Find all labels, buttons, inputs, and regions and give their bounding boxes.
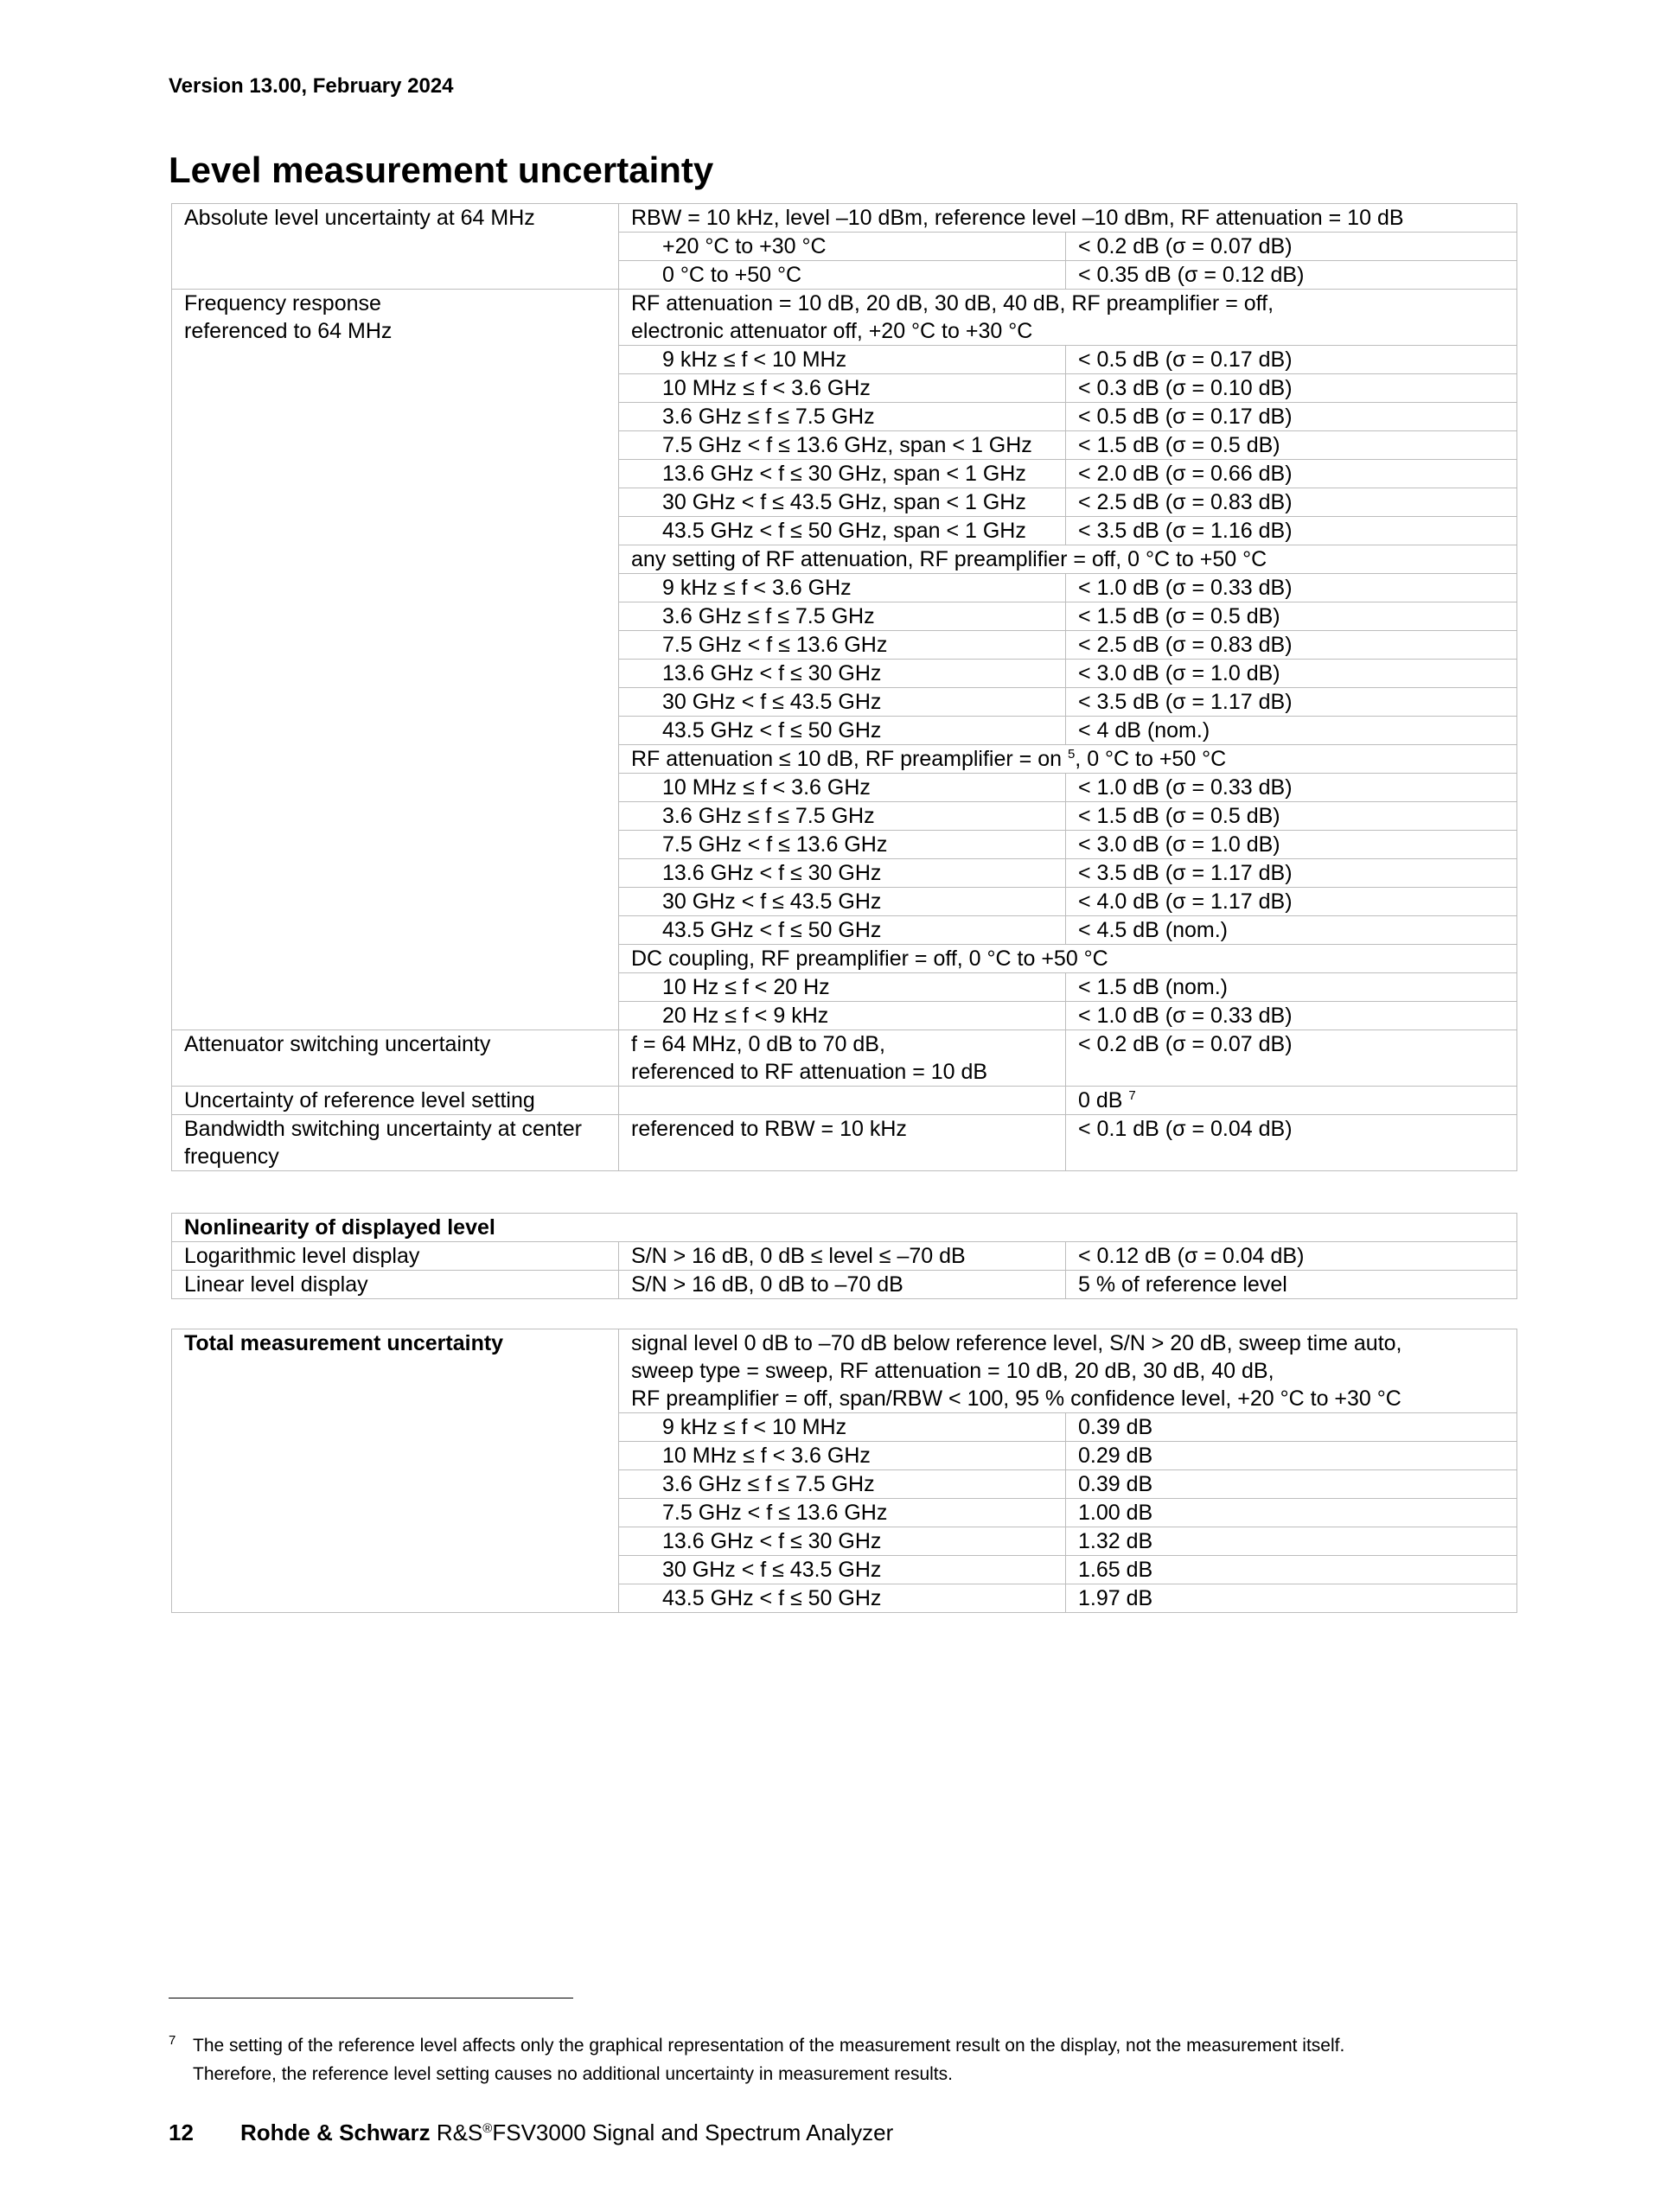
condition-cell: 9 kHz ≤ f < 10 MHz [619, 346, 1066, 374]
condition-line: f = 64 MHz, 0 dB to 70 dB, [631, 1032, 885, 1056]
footnote-number: 7 [169, 2033, 176, 2048]
label-line: referenced to 64 MHz [184, 319, 393, 343]
table-row [172, 1242, 1517, 1271]
footnote-line: Therefore, the reference level setting causes no additional uncertainty in measurement results. [193, 2064, 953, 2084]
value-cell: < 1.5 dB (nom.) [1066, 973, 1517, 1002]
condition-cell: 20 Hz ≤ f < 9 kHz [619, 1002, 1066, 1030]
table-heading: Total measurement uncertainty [172, 1329, 619, 1613]
value-cell: < 2.0 dB (σ = 0.66 dB) [1066, 460, 1517, 488]
value-cell [1066, 1087, 1517, 1115]
condition-cell: 43.5 GHz < f ≤ 50 GHz, span < 1 GHz [619, 517, 1066, 545]
condition-cell: 3.6 GHz ≤ f ≤ 7.5 GHz [619, 802, 1066, 831]
condition-cell [619, 1030, 1066, 1087]
value-cell: 0.39 dB [1066, 1470, 1517, 1499]
footnote-line: The setting of the reference level affects only the graphical representation of the measurement result on the display, not the measurement itself. [193, 2036, 1345, 2056]
page-number: 12 [169, 2120, 194, 2145]
condition-cell: DC coupling, RF preamplifier = off, 0 °C to +50 °C [619, 945, 1517, 973]
row-label [172, 290, 619, 1030]
condition-cell: 13.6 GHz < f ≤ 30 GHz [619, 859, 1066, 888]
condition-cell: 9 kHz ≤ f < 3.6 GHz [619, 574, 1066, 602]
nonlinearity-table [171, 1213, 1517, 1299]
condition-cell: 43.5 GHz < f ≤ 50 GHz [619, 916, 1066, 945]
condition-cell [619, 745, 1517, 774]
condition-cell [619, 1329, 1517, 1413]
section-title: Level measurement uncertainty [169, 150, 714, 190]
other-uncertainties-group [172, 1030, 1517, 1171]
row-label: Linear level display [172, 1271, 619, 1299]
condition-cell: 30 GHz < f ≤ 43.5 GHz, span < 1 GHz [619, 488, 1066, 517]
value-cell: 0.29 dB [1066, 1442, 1517, 1470]
value-cell: < 0.5 dB (σ = 0.17 dB) [1066, 346, 1517, 374]
footnote-ref: 7 [1128, 1088, 1136, 1103]
condition-cell: 9 kHz ≤ f < 10 MHz [619, 1413, 1066, 1442]
table-heading: Nonlinearity of displayed level [172, 1214, 1517, 1242]
condition-line: sweep type = sweep, RF attenuation = 10 dB, 20 dB, 30 dB, 40 dB, [631, 1359, 1274, 1383]
value-cell: < 0.2 dB (σ = 0.07 dB) [1066, 1030, 1517, 1087]
condition-cell: 0 °C to +50 °C [619, 261, 1066, 290]
footer-product: FSV3000 Signal and Spectrum Analyzer [492, 2120, 894, 2145]
condition-cell [619, 1087, 1066, 1115]
footnote [169, 2031, 1517, 2088]
condition-cell: 3.6 GHz ≤ f ≤ 7.5 GHz [619, 1470, 1066, 1499]
value-cell: < 1.0 dB (σ = 0.33 dB) [1066, 1002, 1517, 1030]
value-cell: < 3.0 dB (σ = 1.0 dB) [1066, 831, 1517, 859]
condition-cell: 30 GHz < f ≤ 43.5 GHz [619, 888, 1066, 916]
value-cell: < 3.5 dB (σ = 1.17 dB) [1066, 688, 1517, 717]
total-uncertainty-table [171, 1329, 1517, 1613]
value-cell: 1.97 dB [1066, 1584, 1517, 1613]
condition-line: referenced to RF attenuation = 10 dB [631, 1060, 988, 1084]
table-row [172, 1271, 1517, 1299]
row-label: Attenuator switching uncertainty [172, 1030, 619, 1087]
condition-cell: any setting of RF attenuation, RF preamplifier = off, 0 °C to +50 °C [619, 545, 1517, 574]
value-cell: < 1.0 dB (σ = 0.33 dB) [1066, 774, 1517, 802]
condition-text: RF attenuation ≤ 10 dB, RF preamplifier = on [631, 747, 1068, 771]
condition-cell: 7.5 GHz < f ≤ 13.6 GHz [619, 1499, 1066, 1527]
value-cell: < 4.5 dB (nom.) [1066, 916, 1517, 945]
row-label: Uncertainty of reference level setting [172, 1087, 619, 1115]
value-cell: 5 % of reference level [1066, 1271, 1517, 1299]
value-cell: < 0.3 dB (σ = 0.10 dB) [1066, 374, 1517, 403]
footer-product: R&S [430, 2120, 483, 2145]
condition-cell: 7.5 GHz < f ≤ 13.6 GHz, span < 1 GHz [619, 431, 1066, 460]
condition-cell: 30 GHz < f ≤ 43.5 GHz [619, 688, 1066, 717]
row-label: Logarithmic level display [172, 1242, 619, 1271]
condition-cell: RBW = 10 kHz, level –10 dBm, reference level –10 dBm, RF attenuation = 10 dB [619, 204, 1517, 233]
label-line: frequency [184, 1144, 279, 1169]
condition-cell: 10 MHz ≤ f < 3.6 GHz [619, 1442, 1066, 1470]
value-cell: < 0.35 dB (σ = 0.12 dB) [1066, 261, 1517, 290]
condition-line: electronic attenuator off, +20 °C to +30 °C [631, 319, 1033, 343]
value-cell: 1.00 dB [1066, 1499, 1517, 1527]
condition-cell: 10 MHz ≤ f < 3.6 GHz [619, 774, 1066, 802]
registered-mark: ® [482, 2121, 493, 2136]
value-cell: 1.65 dB [1066, 1556, 1517, 1584]
value-cell: < 1.5 dB (σ = 0.5 dB) [1066, 602, 1517, 631]
row-label: Absolute level uncertainty at 64 MHz [172, 204, 619, 290]
condition-cell: 7.5 GHz < f ≤ 13.6 GHz [619, 831, 1066, 859]
value-cell: < 1.0 dB (σ = 0.33 dB) [1066, 574, 1517, 602]
condition-cell: 10 MHz ≤ f < 3.6 GHz [619, 374, 1066, 403]
level-uncertainty-table [171, 203, 1517, 1171]
condition-cell: 3.6 GHz ≤ f ≤ 7.5 GHz [619, 602, 1066, 631]
label-line: Bandwidth switching uncertainty at center [184, 1117, 582, 1141]
condition-cell [619, 290, 1517, 346]
condition-cell: 13.6 GHz < f ≤ 30 GHz [619, 660, 1066, 688]
absolute-level-group [172, 204, 1517, 290]
table-row [172, 1115, 1517, 1171]
condition-line: RF preamplifier = off, span/RBW < 100, 95 % confidence level, +20 °C to +30 °C [631, 1386, 1401, 1411]
value-cell: < 2.5 dB (σ = 0.83 dB) [1066, 488, 1517, 517]
condition-cell: S/N > 16 dB, 0 dB to –70 dB [619, 1271, 1066, 1299]
value-cell: < 1.5 dB (σ = 0.5 dB) [1066, 431, 1517, 460]
condition-cell: S/N > 16 dB, 0 dB ≤ level ≤ –70 dB [619, 1242, 1066, 1271]
footer-brand: Rohde & Schwarz [240, 2120, 431, 2145]
value-cell: < 2.5 dB (σ = 0.83 dB) [1066, 631, 1517, 660]
row-label [172, 1115, 619, 1171]
value-text: 0 dB [1078, 1088, 1123, 1112]
value-cell: < 0.1 dB (σ = 0.04 dB) [1066, 1115, 1517, 1171]
condition-cell: 7.5 GHz < f ≤ 13.6 GHz [619, 631, 1066, 660]
value-cell: 1.32 dB [1066, 1527, 1517, 1556]
condition-cell: referenced to RBW = 10 kHz [619, 1115, 1066, 1171]
condition-cell: +20 °C to +30 °C [619, 233, 1066, 261]
condition-text: , 0 °C to +50 °C [1075, 747, 1227, 771]
document-version: Version 13.00, February 2024 [169, 74, 454, 98]
value-cell: < 0.5 dB (σ = 0.17 dB) [1066, 403, 1517, 431]
page-footer [169, 2120, 893, 2146]
value-cell: < 3.0 dB (σ = 1.0 dB) [1066, 660, 1517, 688]
footnote-ref: 5 [1067, 747, 1076, 762]
value-cell: < 0.12 dB (σ = 0.04 dB) [1066, 1242, 1517, 1271]
value-cell: < 1.5 dB (σ = 0.5 dB) [1066, 802, 1517, 831]
value-cell: < 4 dB (nom.) [1066, 717, 1517, 745]
value-cell: < 3.5 dB (σ = 1.16 dB) [1066, 517, 1517, 545]
table-row [172, 1030, 1517, 1087]
value-cell: < 4.0 dB (σ = 1.17 dB) [1066, 888, 1517, 916]
condition-cell: 43.5 GHz < f ≤ 50 GHz [619, 717, 1066, 745]
condition-cell: 30 GHz < f ≤ 43.5 GHz [619, 1556, 1066, 1584]
condition-line: signal level 0 dB to –70 dB below reference level, S/N > 20 dB, sweep time auto, [631, 1331, 1402, 1355]
value-cell: 0.39 dB [1066, 1413, 1517, 1442]
condition-cell: 3.6 GHz ≤ f ≤ 7.5 GHz [619, 403, 1066, 431]
frequency-response-group [172, 290, 1517, 1030]
value-cell: < 3.5 dB (σ = 1.17 dB) [1066, 859, 1517, 888]
table-row [172, 1087, 1517, 1115]
condition-cell: 10 Hz ≤ f < 20 Hz [619, 973, 1066, 1002]
condition-cell: 43.5 GHz < f ≤ 50 GHz [619, 1584, 1066, 1613]
condition-line: RF attenuation = 10 dB, 20 dB, 30 dB, 40 dB, RF preamplifier = off, [631, 291, 1274, 316]
condition-cell: 13.6 GHz < f ≤ 30 GHz, span < 1 GHz [619, 460, 1066, 488]
value-cell: < 0.2 dB (σ = 0.07 dB) [1066, 233, 1517, 261]
condition-cell: 13.6 GHz < f ≤ 30 GHz [619, 1527, 1066, 1556]
label-line: Frequency response [184, 291, 381, 316]
